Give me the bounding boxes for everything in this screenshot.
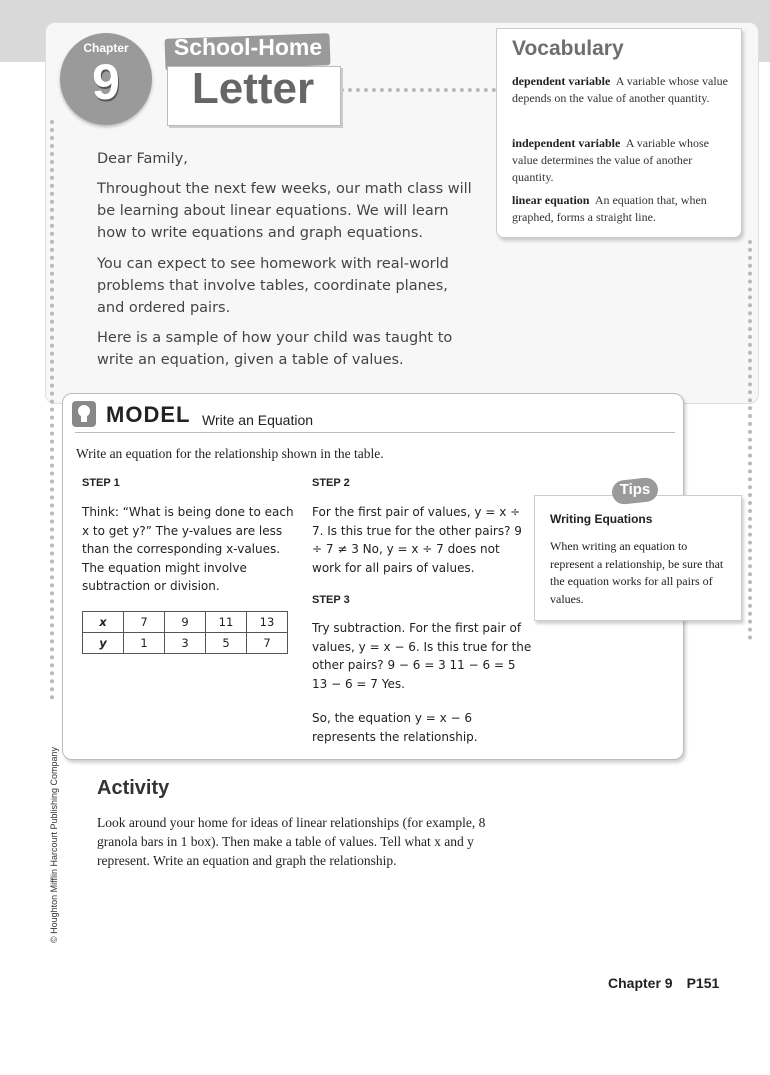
vocab-term: linear equation — [512, 193, 590, 207]
tips-body: When writing an equation to represent a relationship, be sure that the equation works for all pairs of values. — [550, 539, 724, 606]
table-header-x: x — [83, 612, 124, 633]
table-cell: 13 — [247, 612, 288, 633]
vocab-term-linear — [512, 192, 728, 226]
letter-paragraph: You can expect to see homework with real-world problems that involve tables, coordinate planes, and ordered pairs. — [97, 256, 449, 316]
footer-page-number: P151 — [686, 975, 720, 991]
vocab-definition: A variable whose value depends on the value of another quantity. — [512, 74, 728, 105]
lightbulb-icon — [72, 401, 96, 427]
table-cell: 7 — [247, 633, 288, 654]
model-intro: Write an equation for the relationship shown in the table. — [76, 446, 384, 461]
footer-chapter: Chapter 9 — [608, 975, 673, 991]
vocabulary-title: Vocabulary — [512, 37, 624, 60]
step2-text: For the first pair of values, y = x ÷ 7. Is this true for the other pairs? 9 ÷ 7 ≠ 3 No, y = x ÷ 7 does not work for all pairs of values. — [312, 505, 522, 575]
table-row — [83, 612, 288, 633]
table-cell: 11 — [206, 612, 247, 633]
vocab-definition: An equation that, when graphed, forms a straight line. — [512, 193, 707, 224]
vocab-term-dependent — [512, 73, 728, 107]
dotted-rule-right — [748, 240, 752, 640]
tips-heading: Writing Equations — [550, 512, 653, 526]
model-conclusion: So, the equation y = x − 6 represents the relationship. — [312, 711, 478, 744]
table-header-y: y — [83, 633, 124, 654]
chapter-label: Chapter — [83, 41, 129, 55]
table-cell: 5 — [206, 633, 247, 654]
step3-text: Try subtraction. For the first pair of values, y = x − 6. Is this true for the other pairs? 9 − 6 = 3 11 − 6 = 5 13 − 6 = 7 Yes. — [312, 621, 532, 691]
letter-paragraph: Throughout the next few weeks, our math class will be learning about linear equations. We will learn how to write equations and graph equations. — [97, 181, 472, 241]
activity-text: Look around your home for ideas of linear relationships (for example, 8 granola bars in 1 box). Then make a table of values. Tell what x and y represent. Write an equation and graph the relationship. — [97, 815, 486, 868]
copyright-notice: © Houghton Mifflin Harcourt Publishing Company — [49, 746, 59, 944]
vocab-term: dependent variable — [512, 74, 611, 88]
letter-greeting: Dear Family, — [97, 151, 188, 167]
step1-label: STEP 1 — [82, 477, 120, 489]
model-title: MODEL — [106, 402, 191, 427]
activity-title: Activity — [97, 777, 170, 799]
title-school-home: School-Home — [173, 34, 323, 60]
dotted-rule-top — [340, 88, 496, 92]
page-footer — [608, 975, 719, 991]
model-divider — [75, 432, 675, 433]
table-cell: 7 — [124, 612, 165, 633]
table-cell: 3 — [165, 633, 206, 654]
table-cell: 9 — [165, 612, 206, 633]
dotted-rule-left — [50, 120, 54, 700]
model-subtitle: Write an Equation — [202, 412, 314, 428]
step2-label: STEP 2 — [312, 477, 350, 489]
step1-text: Think: “What is being done to each x to get y?” The y-values are less than the corresponding x-values. The equation might involve subtraction or division. — [82, 505, 294, 593]
table-row — [83, 633, 288, 654]
tips-label: Tips — [619, 481, 651, 498]
chapter-number: 9 — [92, 54, 120, 110]
letter-paragraph: Here is a sample of how your child was taught to write an equation, given a table of values. — [97, 330, 453, 368]
values-table — [82, 611, 288, 654]
title-letter: Letter — [191, 64, 315, 113]
vocab-definition: A variable whose value determines the value of another quantity. — [512, 136, 710, 184]
table-cell: 1 — [124, 633, 165, 654]
step3-label: STEP 3 — [312, 594, 350, 606]
vocab-term: independent variable — [512, 136, 621, 150]
vocab-term-independent — [512, 135, 728, 186]
